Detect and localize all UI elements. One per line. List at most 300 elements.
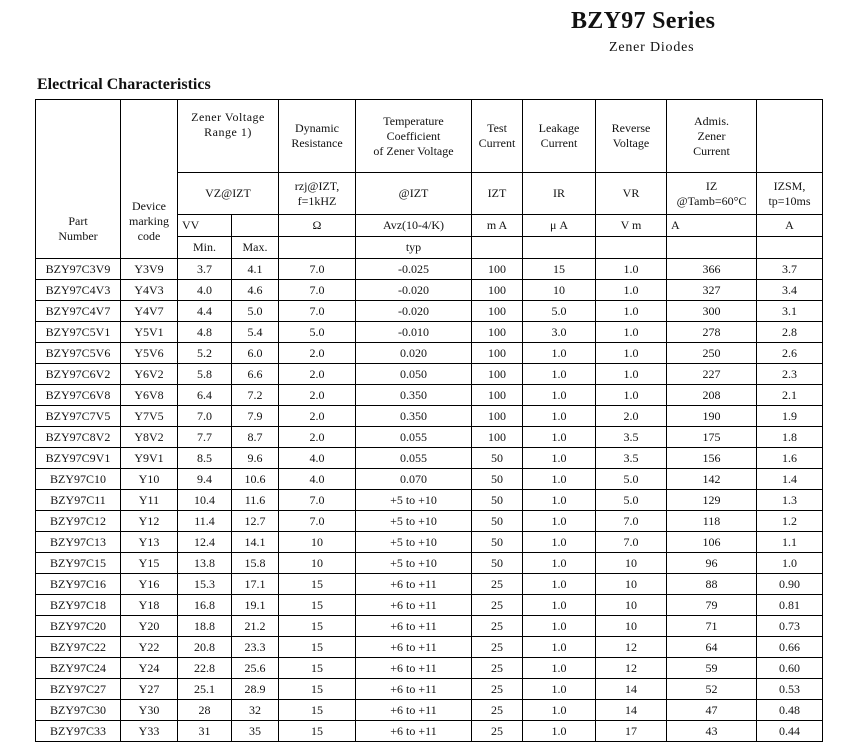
label-empty [757, 237, 823, 259]
izsm-cell: 0.66 [757, 637, 823, 658]
iz-cell: 79 [667, 595, 757, 616]
rzj-cell: 15 [279, 679, 356, 700]
header-temp-coefficient: Temperature Coefficient of Zener Voltage [356, 100, 472, 173]
avz-cell: +6 to +11 [356, 658, 472, 679]
rzj-cell: 7.0 [279, 280, 356, 301]
ir-cell: 1.0 [523, 616, 596, 637]
table-row [36, 616, 823, 637]
header-rzj: rzj@IZT, f=1kHZ [279, 173, 356, 215]
ir-cell: 1.0 [523, 658, 596, 679]
avz-cell: 0.055 [356, 427, 472, 448]
vr-cell: 1.0 [596, 343, 667, 364]
unit-ir: μ A [523, 215, 596, 237]
marking-code-cell: Y18 [121, 595, 178, 616]
vz-min-cell: 10.4 [178, 490, 232, 511]
vz-max-cell: 6.6 [232, 364, 279, 385]
iz-cell: 227 [667, 364, 757, 385]
ir-cell: 1.0 [523, 469, 596, 490]
part-number-cell: BZY97C11 [36, 490, 121, 511]
rzj-cell: 7.0 [279, 511, 356, 532]
ir-cell: 5.0 [523, 301, 596, 322]
ir-cell: 1.0 [523, 364, 596, 385]
part-number-cell: BZY97C16 [36, 574, 121, 595]
table-row [36, 406, 823, 427]
izsm-cell: 1.4 [757, 469, 823, 490]
iz-cell: 327 [667, 280, 757, 301]
avz-cell: +5 to +10 [356, 532, 472, 553]
rzj-cell: 15 [279, 700, 356, 721]
marking-code-cell: Y27 [121, 679, 178, 700]
table-row [36, 700, 823, 721]
vz-max-cell: 21.2 [232, 616, 279, 637]
vz-max-cell: 9.6 [232, 448, 279, 469]
avz-cell: -0.010 [356, 322, 472, 343]
rzj-cell: 15 [279, 595, 356, 616]
table-row [36, 427, 823, 448]
vr-cell: 2.0 [596, 406, 667, 427]
izsm-cell: 1.6 [757, 448, 823, 469]
rzj-cell: 4.0 [279, 448, 356, 469]
vr-cell: 14 [596, 700, 667, 721]
label-empty [596, 237, 667, 259]
part-number-cell: BZY97C5V6 [36, 343, 121, 364]
vz-max-cell: 32 [232, 700, 279, 721]
vz-max-cell: 5.0 [232, 301, 279, 322]
marking-code-cell: Y8V2 [121, 427, 178, 448]
izsm-cell: 1.1 [757, 532, 823, 553]
marking-code-cell: Y9V1 [121, 448, 178, 469]
izsm-cell: 3.4 [757, 280, 823, 301]
vz-min-cell: 8.5 [178, 448, 232, 469]
header-izsm: IZSM, tp=10ms [757, 173, 823, 215]
vz-min-cell: 11.4 [178, 511, 232, 532]
unit-empty [232, 215, 279, 237]
rzj-cell: 7.0 [279, 259, 356, 280]
vr-cell: 12 [596, 658, 667, 679]
vz-max-cell: 12.7 [232, 511, 279, 532]
izt-cell: 25 [472, 658, 523, 679]
avz-cell: 0.055 [356, 448, 472, 469]
avz-cell: +6 to +11 [356, 595, 472, 616]
izt-cell: 25 [472, 595, 523, 616]
izsm-cell: 2.6 [757, 343, 823, 364]
vz-min-cell: 9.4 [178, 469, 232, 490]
part-number-cell: BZY97C8V2 [36, 427, 121, 448]
vz-max-cell: 14.1 [232, 532, 279, 553]
izsm-cell: 1.0 [757, 553, 823, 574]
avz-cell: 0.020 [356, 343, 472, 364]
izsm-cell: 0.90 [757, 574, 823, 595]
vz-max-cell: 11.6 [232, 490, 279, 511]
iz-cell: 142 [667, 469, 757, 490]
header-part-number: Part Number [36, 100, 121, 259]
vz-max-cell: 4.6 [232, 280, 279, 301]
ir-cell: 1.0 [523, 679, 596, 700]
table-row [36, 721, 823, 742]
marking-code-cell: Y7V5 [121, 406, 178, 427]
izsm-cell: 0.48 [757, 700, 823, 721]
izsm-cell: 0.60 [757, 658, 823, 679]
vz-min-cell: 7.7 [178, 427, 232, 448]
part-number-cell: BZY97C22 [36, 637, 121, 658]
avz-cell: 0.350 [356, 406, 472, 427]
table-row [36, 469, 823, 490]
ir-cell: 1.0 [523, 385, 596, 406]
rzj-cell: 7.0 [279, 490, 356, 511]
label-typ: typ [356, 237, 472, 259]
iz-cell: 64 [667, 637, 757, 658]
iz-cell: 96 [667, 553, 757, 574]
table-row [36, 553, 823, 574]
avz-cell: +6 to +11 [356, 574, 472, 595]
vz-min-cell: 25.1 [178, 679, 232, 700]
rzj-cell: 2.0 [279, 427, 356, 448]
vz-min-cell: 5.2 [178, 343, 232, 364]
part-number-cell: BZY97C27 [36, 679, 121, 700]
vz-min-cell: 20.8 [178, 637, 232, 658]
part-number-cell: BZY97C10 [36, 469, 121, 490]
vz-max-cell: 25.6 [232, 658, 279, 679]
table-row [36, 532, 823, 553]
header-izt: IZT [472, 173, 523, 215]
izsm-cell: 2.8 [757, 322, 823, 343]
vr-cell: 1.0 [596, 301, 667, 322]
table-row [36, 259, 823, 280]
iz-cell: 278 [667, 322, 757, 343]
vz-max-cell: 28.9 [232, 679, 279, 700]
izsm-cell: 1.8 [757, 427, 823, 448]
vz-max-cell: 6.0 [232, 343, 279, 364]
iz-cell: 118 [667, 511, 757, 532]
marking-code-cell: Y33 [121, 721, 178, 742]
unit-vz: VV [178, 215, 232, 237]
marking-code-cell: Y24 [121, 658, 178, 679]
table-row [36, 364, 823, 385]
part-number-cell: BZY97C33 [36, 721, 121, 742]
rzj-cell: 15 [279, 574, 356, 595]
header-empty [757, 100, 823, 173]
iz-cell: 47 [667, 700, 757, 721]
izsm-cell: 2.3 [757, 364, 823, 385]
header-ir: IR [523, 173, 596, 215]
izsm-cell: 3.1 [757, 301, 823, 322]
ir-cell: 1.0 [523, 448, 596, 469]
ir-cell: 1.0 [523, 721, 596, 742]
label-min: Min. [178, 237, 232, 259]
izt-cell: 50 [472, 448, 523, 469]
rzj-cell: 15 [279, 721, 356, 742]
part-number-cell: BZY97C3V9 [36, 259, 121, 280]
ir-cell: 1.0 [523, 427, 596, 448]
vz-max-cell: 8.7 [232, 427, 279, 448]
vz-min-cell: 3.7 [178, 259, 232, 280]
iz-cell: 366 [667, 259, 757, 280]
iz-cell: 156 [667, 448, 757, 469]
table-row [36, 511, 823, 532]
avz-cell: +6 to +11 [356, 637, 472, 658]
izsm-cell: 0.44 [757, 721, 823, 742]
vz-max-cell: 10.6 [232, 469, 279, 490]
avz-cell: +6 to +11 [356, 679, 472, 700]
marking-code-cell: Y15 [121, 553, 178, 574]
avz-cell: -0.020 [356, 280, 472, 301]
vz-min-cell: 12.4 [178, 532, 232, 553]
vz-min-cell: 31 [178, 721, 232, 742]
izt-cell: 50 [472, 532, 523, 553]
part-number-cell: BZY97C6V8 [36, 385, 121, 406]
vz-min-cell: 28 [178, 700, 232, 721]
iz-cell: 52 [667, 679, 757, 700]
izt-cell: 100 [472, 364, 523, 385]
iz-cell: 190 [667, 406, 757, 427]
table-row [36, 637, 823, 658]
header-reverse-voltage: Reverse Voltage [596, 100, 667, 173]
part-number-cell: BZY97C18 [36, 595, 121, 616]
vz-max-cell: 23.3 [232, 637, 279, 658]
marking-code-cell: Y30 [121, 700, 178, 721]
vz-min-cell: 7.0 [178, 406, 232, 427]
table-row [36, 280, 823, 301]
label-max: Max. [232, 237, 279, 259]
vr-cell: 10 [596, 574, 667, 595]
izt-cell: 25 [472, 616, 523, 637]
unit-izsm: A [757, 215, 823, 237]
iz-cell: 43 [667, 721, 757, 742]
vz-max-cell: 15.8 [232, 553, 279, 574]
label-empty [523, 237, 596, 259]
rzj-cell: 15 [279, 658, 356, 679]
unit-vr: V m [596, 215, 667, 237]
izt-cell: 100 [472, 280, 523, 301]
table-row [36, 490, 823, 511]
avz-cell: +5 to +10 [356, 553, 472, 574]
section-title: Electrical Characteristics [37, 76, 211, 93]
part-number-cell: BZY97C15 [36, 553, 121, 574]
vz-min-cell: 22.8 [178, 658, 232, 679]
vr-cell: 3.5 [596, 427, 667, 448]
table-row [36, 595, 823, 616]
table-row [36, 658, 823, 679]
marking-code-cell: Y6V8 [121, 385, 178, 406]
vr-cell: 14 [596, 679, 667, 700]
ir-cell: 1.0 [523, 532, 596, 553]
rzj-cell: 7.0 [279, 301, 356, 322]
header-leakage-current: Leakage Current [523, 100, 596, 173]
part-number-cell: BZY97C20 [36, 616, 121, 637]
part-number-cell: BZY97C9V1 [36, 448, 121, 469]
iz-cell: 88 [667, 574, 757, 595]
ir-cell: 1.0 [523, 700, 596, 721]
rzj-cell: 10 [279, 532, 356, 553]
unit-izt: m A [472, 215, 523, 237]
iz-cell: 106 [667, 532, 757, 553]
table-row [36, 322, 823, 343]
marking-code-cell: Y20 [121, 616, 178, 637]
table-row [36, 343, 823, 364]
unit-iz: A [667, 215, 757, 237]
izt-cell: 100 [472, 259, 523, 280]
avz-cell: -0.020 [356, 301, 472, 322]
vz-max-cell: 5.4 [232, 322, 279, 343]
ir-cell: 1.0 [523, 574, 596, 595]
avz-cell: -0.025 [356, 259, 472, 280]
ir-cell: 1.0 [523, 343, 596, 364]
vz-max-cell: 19.1 [232, 595, 279, 616]
marking-code-cell: Y11 [121, 490, 178, 511]
rzj-cell: 10 [279, 553, 356, 574]
izsm-cell: 1.2 [757, 511, 823, 532]
iz-cell: 175 [667, 427, 757, 448]
avz-cell: +6 to +11 [356, 700, 472, 721]
vz-min-cell: 18.8 [178, 616, 232, 637]
izsm-cell: 3.7 [757, 259, 823, 280]
vr-cell: 3.5 [596, 448, 667, 469]
document-title: BZY97 Series [571, 8, 716, 34]
ir-cell: 15 [523, 259, 596, 280]
rzj-cell: 4.0 [279, 469, 356, 490]
izsm-cell: 0.53 [757, 679, 823, 700]
avz-cell: +5 to +10 [356, 511, 472, 532]
rzj-cell: 15 [279, 616, 356, 637]
document-subtitle: Zener Diodes [609, 40, 695, 55]
vr-cell: 1.0 [596, 280, 667, 301]
marking-code-cell: Y10 [121, 469, 178, 490]
vz-min-cell: 5.8 [178, 364, 232, 385]
izt-cell: 50 [472, 511, 523, 532]
vr-cell: 12 [596, 637, 667, 658]
part-number-cell: BZY97C24 [36, 658, 121, 679]
rzj-cell: 15 [279, 637, 356, 658]
iz-cell: 129 [667, 490, 757, 511]
vr-cell: 7.0 [596, 511, 667, 532]
characteristics-table [35, 99, 823, 742]
izt-cell: 25 [472, 637, 523, 658]
izt-cell: 25 [472, 721, 523, 742]
iz-cell: 71 [667, 616, 757, 637]
marking-code-cell: Y16 [121, 574, 178, 595]
izt-cell: 25 [472, 574, 523, 595]
part-number-cell: BZY97C4V7 [36, 301, 121, 322]
vz-max-cell: 7.9 [232, 406, 279, 427]
vr-cell: 10 [596, 595, 667, 616]
header-vr: VR [596, 173, 667, 215]
vz-min-cell: 4.8 [178, 322, 232, 343]
header-at-izt: @IZT [356, 173, 472, 215]
marking-code-cell: Y12 [121, 511, 178, 532]
vr-cell: 1.0 [596, 259, 667, 280]
header-vz-izt: VZ@IZT [178, 173, 279, 215]
rzj-cell: 2.0 [279, 385, 356, 406]
part-number-cell: BZY97C6V2 [36, 364, 121, 385]
izt-cell: 100 [472, 385, 523, 406]
izt-cell: 100 [472, 343, 523, 364]
iz-cell: 300 [667, 301, 757, 322]
table-row [36, 679, 823, 700]
ir-cell: 1.0 [523, 511, 596, 532]
vr-cell: 7.0 [596, 532, 667, 553]
ir-cell: 1.0 [523, 406, 596, 427]
marking-code-cell: Y5V1 [121, 322, 178, 343]
header-test-current: Test Current [472, 100, 523, 173]
izt-cell: 50 [472, 490, 523, 511]
ir-cell: 1.0 [523, 553, 596, 574]
part-number-cell: BZY97C30 [36, 700, 121, 721]
izsm-cell: 0.73 [757, 616, 823, 637]
table-row [36, 448, 823, 469]
marking-code-cell: Y4V3 [121, 280, 178, 301]
iz-cell: 59 [667, 658, 757, 679]
vz-min-cell: 13.8 [178, 553, 232, 574]
ir-cell: 1.0 [523, 490, 596, 511]
vz-max-cell: 17.1 [232, 574, 279, 595]
avz-cell: +6 to +11 [356, 616, 472, 637]
vz-min-cell: 4.0 [178, 280, 232, 301]
vr-cell: 10 [596, 553, 667, 574]
izt-cell: 25 [472, 679, 523, 700]
vr-cell: 1.0 [596, 364, 667, 385]
part-number-cell: BZY97C5V1 [36, 322, 121, 343]
ir-cell: 1.0 [523, 637, 596, 658]
table-row [36, 574, 823, 595]
rzj-cell: 2.0 [279, 343, 356, 364]
label-empty [472, 237, 523, 259]
izt-cell: 50 [472, 553, 523, 574]
header-zener-voltage: Zener Voltage Range 1) [178, 100, 279, 173]
vz-min-cell: 4.4 [178, 301, 232, 322]
unit-rzj: Ω [279, 215, 356, 237]
part-number-cell: BZY97C7V5 [36, 406, 121, 427]
unit-avz: Avz(10-4/K) [356, 215, 472, 237]
iz-cell: 250 [667, 343, 757, 364]
vz-min-cell: 6.4 [178, 385, 232, 406]
vz-min-cell: 15.3 [178, 574, 232, 595]
vr-cell: 17 [596, 721, 667, 742]
vr-cell: 5.0 [596, 469, 667, 490]
part-number-cell: BZY97C12 [36, 511, 121, 532]
izt-cell: 25 [472, 700, 523, 721]
ir-cell: 3.0 [523, 322, 596, 343]
header-admis-zener-current: Admis. Zener Current [667, 100, 757, 173]
izsm-cell: 2.1 [757, 385, 823, 406]
label-empty [667, 237, 757, 259]
header-device-marking: Device marking code [121, 100, 178, 259]
marking-code-cell: Y3V9 [121, 259, 178, 280]
table-row [36, 301, 823, 322]
part-number-cell: BZY97C13 [36, 532, 121, 553]
avz-cell: 0.070 [356, 469, 472, 490]
avz-cell: 0.050 [356, 364, 472, 385]
izt-cell: 50 [472, 469, 523, 490]
avz-cell: +6 to +11 [356, 721, 472, 742]
vr-cell: 1.0 [596, 322, 667, 343]
izt-cell: 100 [472, 322, 523, 343]
marking-code-cell: Y22 [121, 637, 178, 658]
avz-cell: +5 to +10 [356, 490, 472, 511]
vz-max-cell: 7.2 [232, 385, 279, 406]
rzj-cell: 5.0 [279, 322, 356, 343]
izt-cell: 100 [472, 301, 523, 322]
ir-cell: 1.0 [523, 595, 596, 616]
ir-cell: 10 [523, 280, 596, 301]
part-number-cell: BZY97C4V3 [36, 280, 121, 301]
vz-min-cell: 16.8 [178, 595, 232, 616]
table-row [36, 385, 823, 406]
avz-cell: 0.350 [356, 385, 472, 406]
vz-max-cell: 35 [232, 721, 279, 742]
izt-cell: 100 [472, 406, 523, 427]
iz-cell: 208 [667, 385, 757, 406]
label-empty [279, 237, 356, 259]
